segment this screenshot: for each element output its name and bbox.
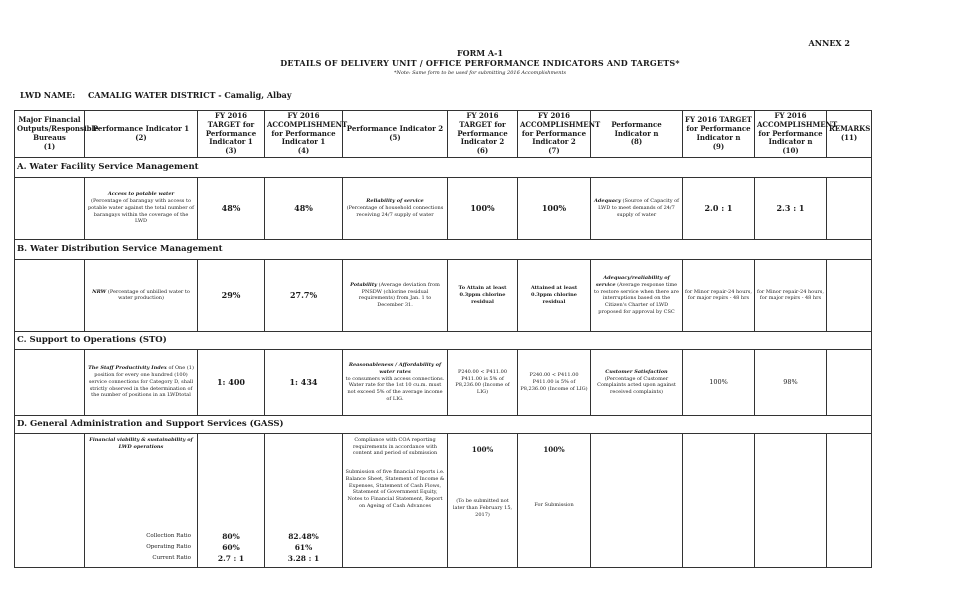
ratio-label-current: Current Ratio — [152, 554, 191, 561]
section-b-data-row — [15, 259, 872, 331]
col-header-1: Major Financial Outputs/Responsible Bureaus (1) — [15, 111, 85, 158]
col-header-11: REMARKS (11) — [827, 111, 872, 158]
section-d-pi2: Compliance with COA reporting requirements in accordance with content and period of submission Submission of five financial reports i.e. Balance Sheet, Statement of Income & Expenses, Statement of Cash Flows, Statement of Government Equity, Notes to Financial Statement, Report on Ageing of Cash Advances — [343, 433, 448, 567]
section-d-pi1: Financial viability & sustainability of LWD operations Collection Ratio Operating Ratio Current Ratio — [85, 433, 198, 567]
section-a-pin: Adequacy (Source of Capacity of LWD to meet demands of 24/7 supply of water — [591, 177, 683, 239]
col-header-3: FY 2016 TARGET for Performance Indicator 1 (3) — [198, 111, 265, 158]
section-b-row — [15, 239, 872, 259]
lwd-name-label: LWD NAME: — [20, 90, 76, 100]
annex-label: ANNEX 2 — [808, 38, 850, 48]
section-c-accomp1: 1: 434 — [265, 349, 343, 415]
section-b-accomp2: Attained at least 0.3ppm chlorine residual — [518, 259, 591, 331]
section-c-data-row — [15, 349, 872, 415]
section-a-pi2: Reliability of service (Percentage of household connections receiving 24/7 supply of water — [343, 177, 448, 239]
section-b-target1: 29% — [198, 259, 265, 331]
section-a-title: A. Water Facility Service Management — [15, 157, 872, 177]
section-c-row — [15, 331, 872, 349]
section-a-accomp1: 48% — [265, 177, 343, 239]
section-a-targetn: 2.0 : 1 — [683, 177, 755, 239]
section-a-target2: 100% — [448, 177, 518, 239]
section-c-pi2: Reasonableness / Affordability of water rates to consumers with access connections. Water rate for the 1st 10 cu.m. must not exceed 5% of the average income of LIG. — [343, 349, 448, 415]
form-subtitle: DETAILS OF DELIVERY UNIT / OFFICE PERFORMANCE INDICATORS AND TARGETS* — [280, 58, 680, 68]
section-d-target1: 80% 60% 2.7 : 1 — [198, 433, 265, 567]
lwd-name-value: CAMALIG WATER DISTRICT - Camalig, Albay — [88, 90, 292, 100]
ratio-label-operating: Operating Ratio — [146, 543, 191, 550]
section-c-pin: Customer Satisfaction (Percentage of Customer Complaints acted upon against received complaints) — [591, 349, 683, 415]
section-a-pi1: Access to potable water (Percentage of barangay with access to potable water against the total number of barangays within the coverage of the LWD — [85, 177, 198, 239]
performance-table — [14, 110, 872, 568]
col-header-8: Performance Indicator n (8) — [591, 111, 683, 158]
section-c-targetn: 100% — [683, 349, 755, 415]
section-c-accomp2: P240.00 < P411.00 P411.00 is 5% of P8,236.00 (Income of LIG) — [518, 349, 591, 415]
section-b-targetn: for Minor repair-24 hours, for major repirs - 48 hrs — [683, 259, 755, 331]
section-a-accompn: 2.3 : 1 — [755, 177, 827, 239]
section-b-pi1: NRW (Percentage of unbilled water to water production) — [85, 259, 198, 331]
col-header-7: FY 2016 ACCOMPLISHMENT for Performance Indicator 2 (7) — [518, 111, 591, 158]
section-c-accompn: 98% — [755, 349, 827, 415]
section-b-remarks — [827, 259, 872, 331]
section-d-accomp2: 100% For Submission — [518, 433, 591, 567]
section-c-pi1: The Staff Productivity Index of One (1) position for every one hundred (100) service connections for Category D, shall strictly observed in the determination of the number of positions in an LWDtotal — [85, 349, 198, 415]
section-b-accomp1: 27.7% — [265, 259, 343, 331]
section-d-accomp1: 82.48% 61% 3.28 : 1 — [265, 433, 343, 567]
section-b-title: B. Water Distribution Service Management — [15, 239, 872, 259]
ratio-label-collection: Collection Ratio — [146, 532, 191, 539]
col-header-10: FY 2016 ACCOMPLISHMENT for Performance Indicator n (10) — [755, 111, 827, 158]
section-d-title: D. General Administration and Support Services (GASS) — [15, 415, 872, 433]
header-row — [15, 111, 872, 158]
section-a-remarks — [827, 177, 872, 239]
section-d-accompn — [755, 433, 827, 567]
section-b-pi2: Potability (Average deviation from PNSDW (chlorine residual requirements) from Jan. 1 to December 31. — [343, 259, 448, 331]
col-header-5: Performance Indicator 2 (5) — [343, 111, 448, 158]
section-b-target2: To Attain at least 0.3ppm chlorine residual — [448, 259, 518, 331]
section-a-row — [15, 157, 872, 177]
section-d-pin — [591, 433, 683, 567]
section-b-pin: Adequacy/realiability of service (Average response time to restore service when there are interruptions based on the Citizen's Charter of LWD proposed for approval by CSC — [591, 259, 683, 331]
col-header-6: FY 2016 TARGET for Performance Indicator 2 (6) — [448, 111, 518, 158]
section-c-target1: 1: 400 — [198, 349, 265, 415]
section-a-target1: 48% — [198, 177, 265, 239]
col-header-9: FY 2016 TARGET for Performance Indicator n (9) — [683, 111, 755, 158]
section-c-target2: P240.00 < P411.00 P411.00 is 5% of P8,236.00 (Income of LIG) — [448, 349, 518, 415]
section-c-remarks — [827, 349, 872, 415]
lwd-name-line — [20, 90, 302, 100]
section-d-data-row — [15, 433, 872, 567]
section-d-targetn — [683, 433, 755, 567]
section-d-row — [15, 415, 872, 433]
section-c-title: C. Support to Operations (STO) — [15, 331, 872, 349]
section-a-accomp2: 100% — [518, 177, 591, 239]
section-d-remarks — [827, 433, 872, 567]
section-b-accompn: for Minor repair-24 hours, for major repirs - 48 hrs — [755, 259, 827, 331]
section-d-target2: 100% (To be submitted not later than February 15, 2017) — [448, 433, 518, 567]
form-note: *Note: Same form to be used for submitting 2016 Accomplishments — [393, 70, 567, 76]
col-header-4: FY 2016 ACCOMPLISHMENT for Performance Indicator 1 (4) — [265, 111, 343, 158]
section-a-data-row — [15, 177, 872, 239]
col-header-2: Performance Indicator 1 (2) — [85, 111, 198, 158]
form-title: FORM A-1 — [456, 48, 504, 58]
